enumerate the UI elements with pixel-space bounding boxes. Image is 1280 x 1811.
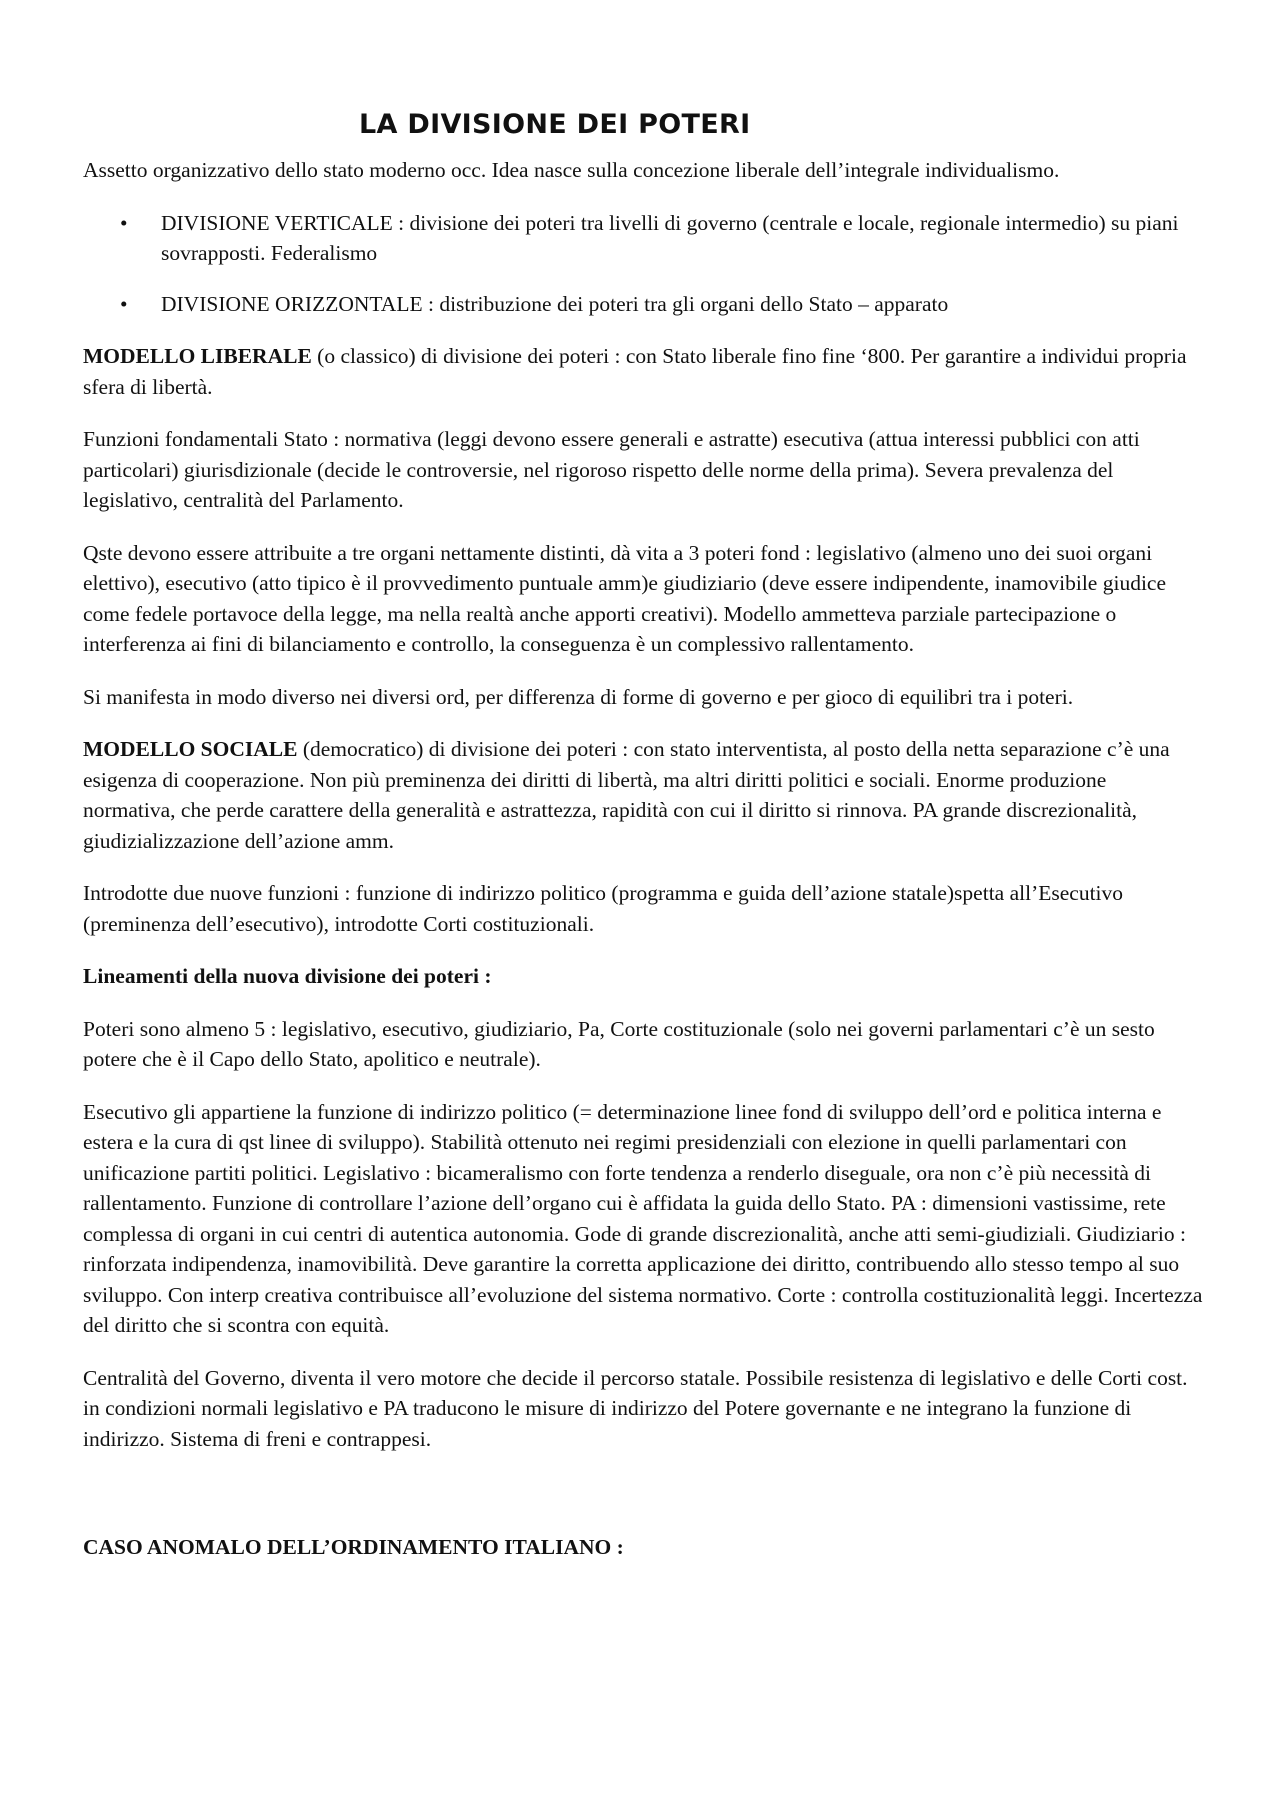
centralita-paragraph: Centralità del Governo, diventa il vero motore che decide il percorso statale. Possibile resistenza di legislativo e delle Corti cost. in condizioni normali legislativo e PA traducono le misure di indirizzo del Potere governante e ne integrano la funzione di indirizzo. Sistema di freni e contrappesi. <box>83 1365 1188 1451</box>
modello-liberale-paragraph <box>83 341 1203 402</box>
modello-sociale-paragraph <box>83 734 1203 856</box>
bullet-icon: • <box>120 291 128 316</box>
list-item-text: DIVISIONE VERTICALE : divisione dei poteri tra livelli di governo (centrale e locale, regionale intermedio) su piani sovrapposti. Federalismo <box>161 210 1179 265</box>
list-item-verticale <box>83 208 1203 269</box>
esecutivo-paragraph: Esecutivo gli appartiene la funzione di indirizzo politico (= determinazione linee fond di sviluppo dell’ord e politica interna e estera e la cura di qst linee di sviluppo). Stabilità ottenuto nei regimi presidenziali con elezione in quelli parlamentari con unificazione partiti politici. Legislativo : bicameralismo con forte tendenza a renderlo diseguale, ora non c’è più necessità di rallentamento. Funzione di controllare l’azione dell’organo cui è affidata la guida dello Stato. PA : dimensioni vastissime, rete complessa di organi in cui centri di autentica autonomia. Gode di grande discrezionalità, anche atti semi-giudiziali. Giudiziario : rinforzata indipendenza, inamovibilità. Deve garantire la corretta applicazione dei diritto, contribuendo allo stesso tempo al suo sviluppo. Con interp creativa contribuisce all’evoluzione del sistema normativo. Corte : controlla costituzionalità leggi. Incertezza del diritto che si scontra con equità. <box>83 1099 1203 1337</box>
funzioni-paragraph: Funzioni fondamentali Stato : normativa (leggi devono essere generali e astratte) esecutiva (attua interessi pubblici con atti particolari) giurisdizionale (decide le controversie, nel rigoroso rispetto delle norme della prima). Severa prevalenza del legislativo, centralità del Parlamento. <box>83 427 1140 512</box>
poteri-paragraph: Poteri sono almeno 5 : legislativo, esecutivo, giudiziario, Pa, Corte costituzionale (solo nei governi parlamentari c’è un sesto potere che è il Capo dello Stato, apolitico e neutrale). <box>83 1016 1155 1071</box>
modello-liberale-heading: MODELLO LIBERALE <box>83 344 312 368</box>
division-list <box>83 208 1203 320</box>
intro-paragraph: Assetto organizzativo dello stato moderno occ. Idea nasce sulla concezione liberale dell’integrale individualismo. <box>83 158 1060 182</box>
bullet-icon: • <box>120 210 128 235</box>
spacer <box>83 1476 1203 1532</box>
modello-liberale-text: (o classico) di divisione dei poteri : con Stato liberale fino fine ‘800. Per garantire a individui propria sfera di libertà. <box>83 344 1187 399</box>
caso-anomalo-heading-text: CASO ANOMALO DELL’ORDINAMENTO ITALIANO : <box>83 1535 624 1559</box>
lineamenti-heading <box>83 961 1203 992</box>
list-item-orizzontale <box>83 289 1203 320</box>
lineamenti-heading-text: Lineamenti della nuova divisione dei poteri : <box>83 964 492 988</box>
modello-sociale-text: (democratico) di divisione dei poteri : con stato interventista, al posto della netta separazione c’è una esigenza di cooperazione. Non più preminenza dei diritti di libertà, ma altri diritti politici e sociali. Enorme produzione normativa, che perde carattere della generalità e astrattezza, rapidità con cui il diritto si rinnova. PA grande discrezionalità, giudizializzazione dell’azione amm. <box>83 737 1170 853</box>
list-item-text: DIVISIONE ORIZZONTALE : distribuzione dei poteri tra gli organi dello Stato – apparato <box>161 291 949 316</box>
document-page <box>83 107 1203 1585</box>
introdotte-paragraph: Introdotte due nuove funzioni : funzione di indirizzo politico (programma e guida dell’azione statale)spetta all’Esecutivo (preminenza dell’esecutivo), introdotte Corti costituzionali. <box>83 881 1124 936</box>
modello-sociale-heading: MODELLO SOCIALE <box>83 737 298 761</box>
caso-anomalo-heading <box>83 1532 1203 1563</box>
document-title: LA DIVISIONE DEI POTERI <box>359 109 751 140</box>
qste-paragraph: Qste devono essere attribuite a tre organi nettamente distinti, dà vita a 3 poteri fond : legislativo (almeno uno dei suoi organi elettivo), esecutivo (atto tipico è il provvedimento puntuale amm)e giudiziario (deve essere indipendente, inamovibile giudice come fedele portavoce della legge, ma nella realtà anche apporti creativi). Modello ammetteva parziale partecipazione o interferenza ai fini di bilanciamento e controllo, la conseguenza è un complessivo rallentamento. <box>83 540 1167 656</box>
manifesta-paragraph: Si manifesta in modo diverso nei diversi ord, per differenza di forme di governo e per gioco di equilibri tra i poteri. <box>83 684 1074 709</box>
